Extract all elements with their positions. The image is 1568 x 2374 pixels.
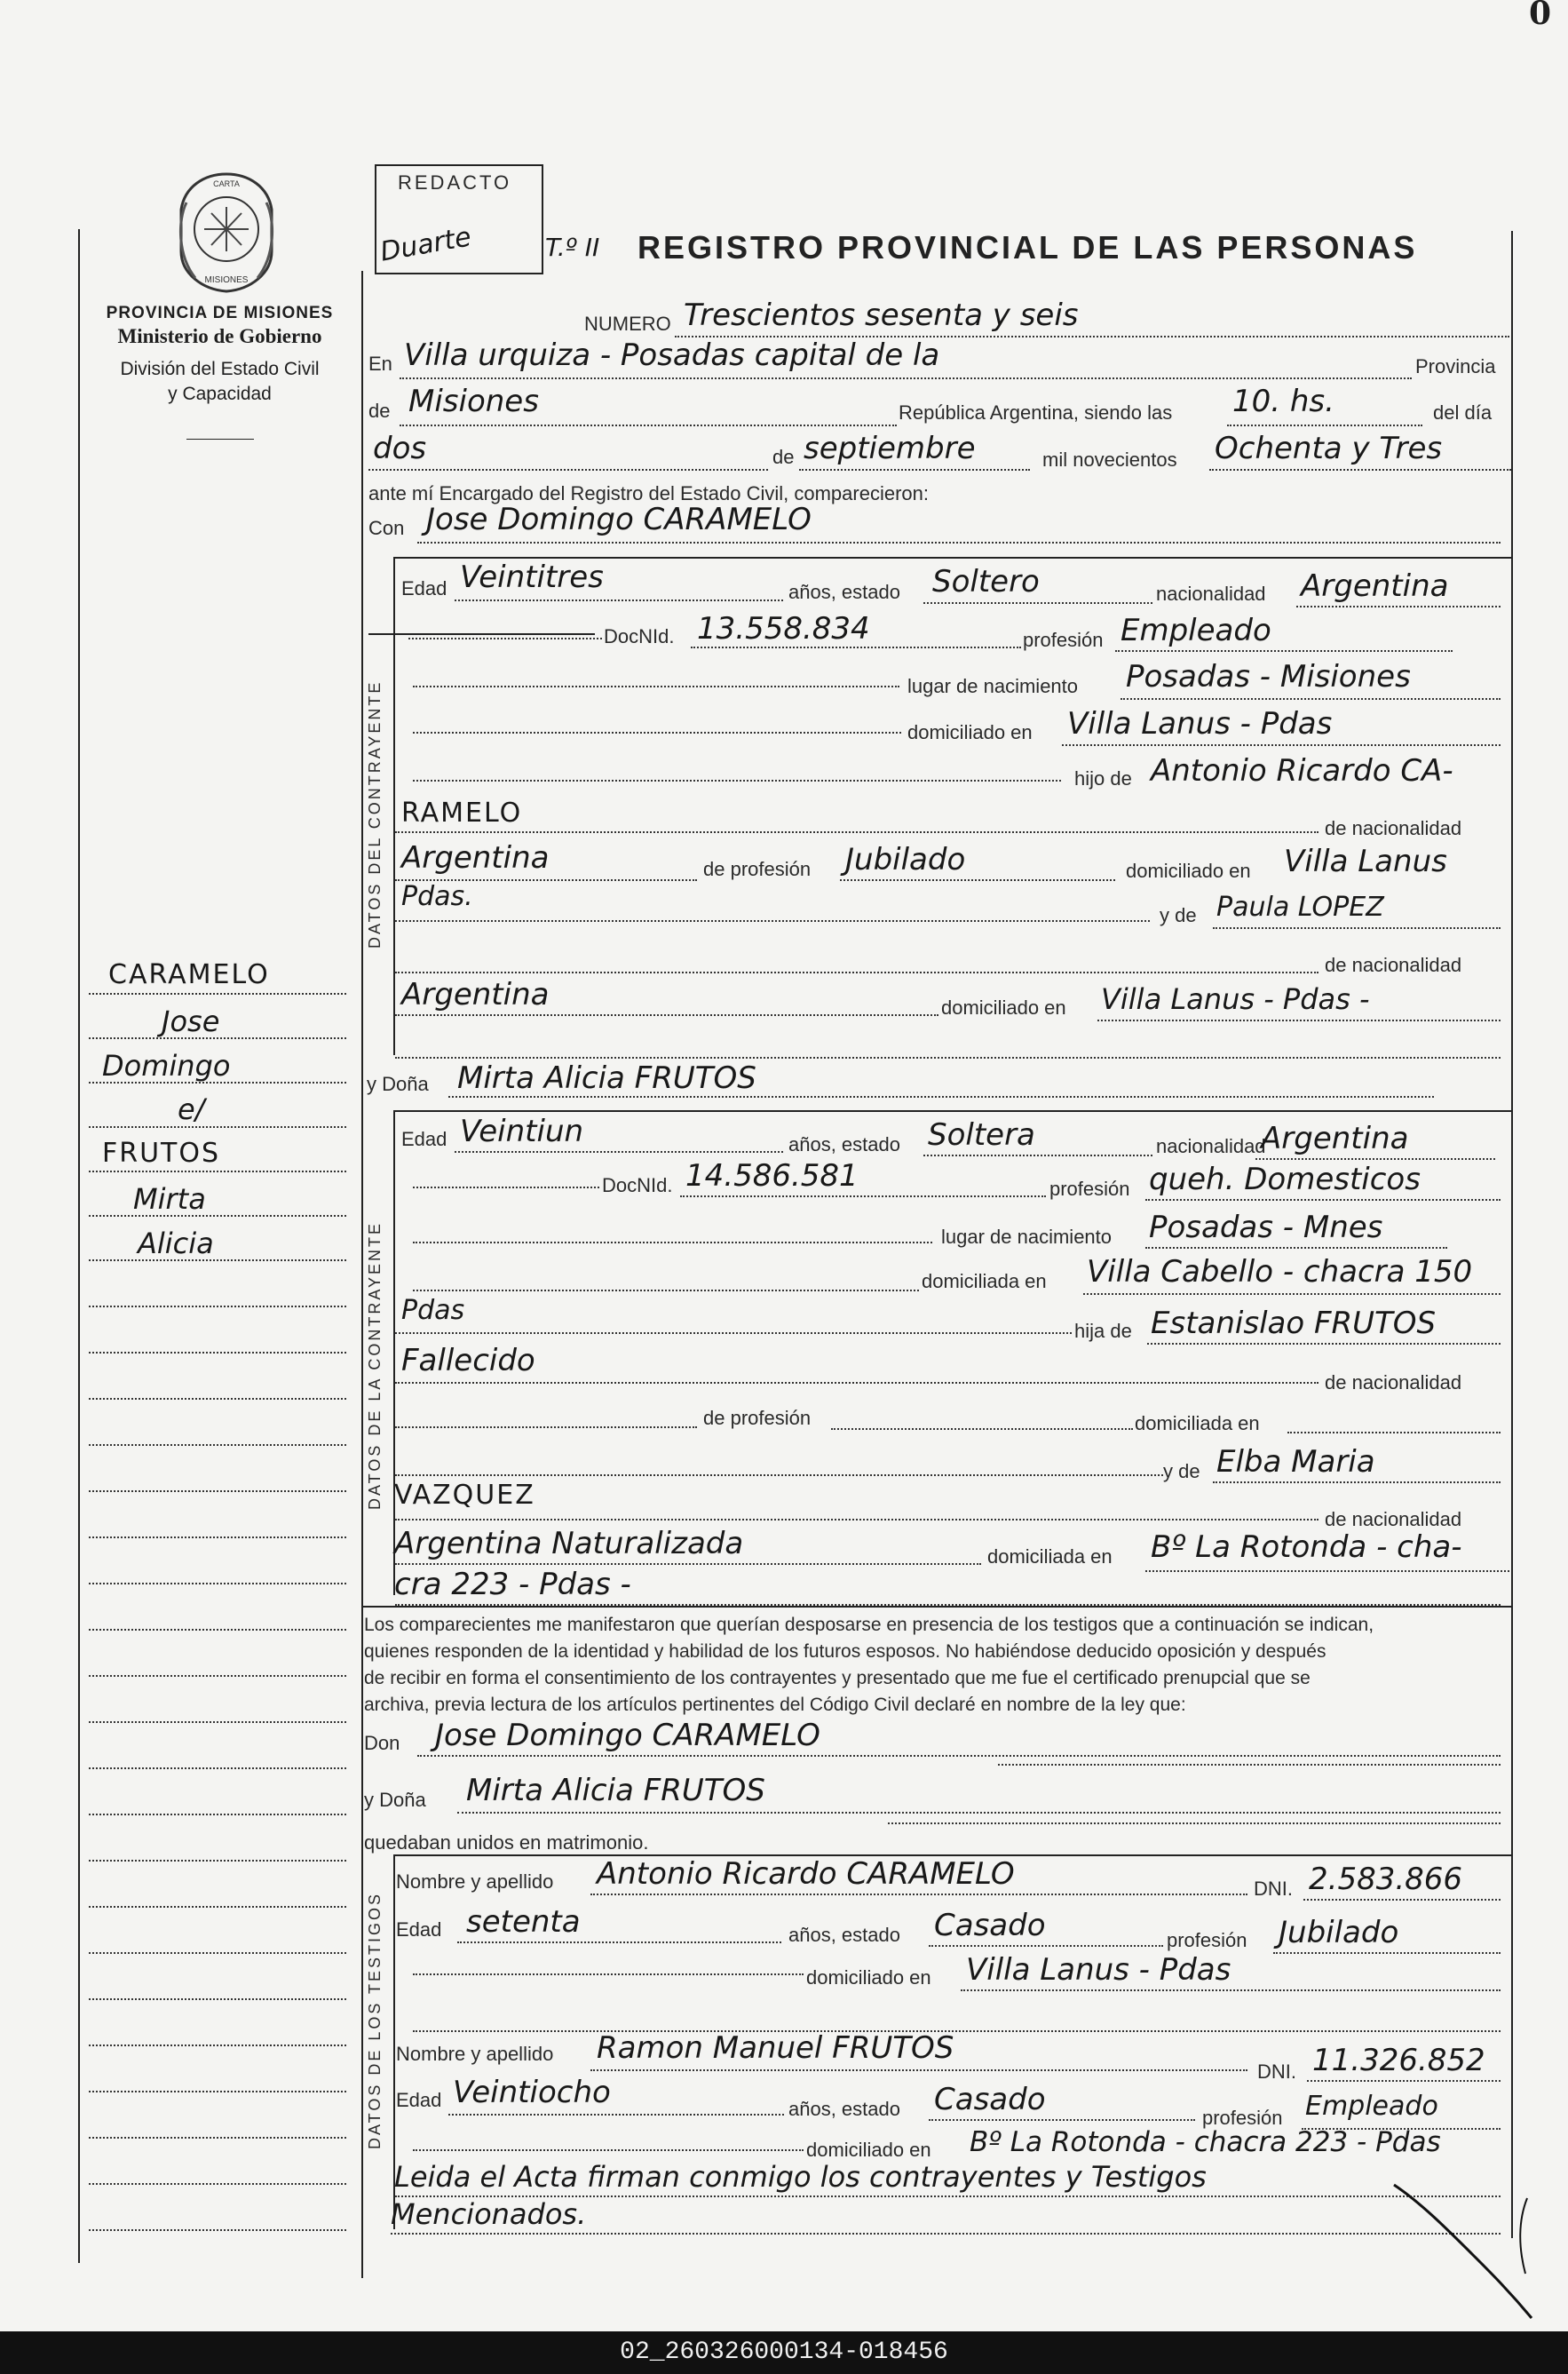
de-label: de: [368, 400, 391, 422]
act-number: Trescientos sesenta y seis: [684, 298, 1079, 333]
witness1-edad-label: Edad: [396, 1918, 442, 1941]
bride-mother-dom-label: domiciliada en: [987, 1545, 1113, 1568]
groom-mother-nac-label: de nacionalidad: [1325, 954, 1462, 976]
groom-birthplace: Posadas - Misiones: [1126, 659, 1411, 695]
seal-text-top: CARTA: [213, 179, 240, 188]
witness1-dni: 2.583.866: [1309, 1862, 1463, 1897]
groom-blank: [368, 633, 595, 635]
groom-edad-label: Edad: [401, 577, 447, 599]
margin-note-line: Alicia: [138, 1227, 214, 1260]
bride-nationality: Argentina: [1261, 1121, 1409, 1156]
division-label: División del Estado Civil: [120, 359, 320, 379]
witness2-anos-label: años, estado: [788, 2098, 900, 2120]
bride-anos-label: años, estado: [788, 1133, 900, 1155]
groom-father-address-2: Pdas.: [401, 881, 473, 912]
groom-mother-name: Paula LOPEZ: [1216, 892, 1384, 923]
groom-father-nationality: Argentina: [401, 840, 550, 876]
province-label: PROVINCIA DE MISIONES: [106, 304, 334, 322]
left-frame: [78, 229, 80, 2263]
bride-y-de-label: y de: [1163, 1460, 1200, 1482]
bride-father-status: Fallecido: [401, 1343, 535, 1378]
groom-father-name-1: Antonio Ricardo CA-: [1151, 753, 1453, 789]
witness2-edad-label: Edad: [396, 2089, 442, 2111]
groom-father-prof-label: de profesión: [703, 858, 812, 880]
margin-note-line: Mirta: [133, 1182, 206, 1216]
bride-profesion-label: profesión: [1049, 1178, 1130, 1200]
margin-note-line: Domingo: [102, 1049, 231, 1083]
witness2-civil-status: Casado: [934, 2082, 1046, 2117]
bride-doc: 14.586.581: [685, 1158, 859, 1194]
groom-name: Jose Domingo CARAMELO: [426, 502, 812, 537]
ministry-label: Ministerio de Gobierno: [117, 325, 322, 347]
witness1-civil-status: Casado: [934, 1908, 1046, 1943]
registry-title: REGISTRO PROVINCIAL DE LAS PERSONAS: [637, 229, 1418, 266]
declaration-groom: Jose Domingo CARAMELO: [435, 1718, 820, 1753]
declaration-line-2: quienes responden de la identidad y habilidad de los futuros esposos. No habiéndose deducido oposición y después: [364, 1641, 1326, 1662]
capacity-label: y Capacidad: [168, 384, 272, 404]
witness2-age: Veintiocho: [453, 2075, 611, 2110]
groom-father-dom-label: domiciliado en: [1126, 860, 1251, 882]
bride-birthplace: Posadas - Mnes: [1149, 1210, 1383, 1245]
margin-note-line: CARAMELO: [108, 959, 270, 990]
redacto-label: REDACTO: [398, 171, 512, 194]
ante-text: ante mí Encargado del Registro del Estado Civil, comparecieron:: [368, 482, 929, 504]
bride-hija-label: hija de: [1074, 1320, 1132, 1342]
bride-mother-nac-label: de nacionalidad: [1325, 1508, 1462, 1530]
signature-mark: [1385, 2167, 1545, 2327]
content-frame-left: [361, 271, 363, 2278]
witness1-name: Antonio Ricardo CARAMELO: [597, 1856, 1015, 1892]
groom-anos-label: años, estado: [788, 581, 900, 603]
declaration-don-label: Don: [364, 1732, 400, 1754]
act-year: Ochenta y Tres: [1215, 431, 1443, 466]
margin-note-line: e/: [178, 1092, 205, 1126]
groom-father-address-1: Villa Lanus: [1284, 844, 1447, 879]
groom-father-name-2: RAMELO: [401, 798, 523, 829]
bride-father-dom-label: domiciliada en: [1135, 1412, 1260, 1434]
margin-note-line: FRUTOS: [102, 1138, 221, 1169]
groom-civil-status: Soltero: [932, 564, 1040, 599]
witness1-dni-label: DNI.: [1254, 1878, 1293, 1900]
bride-mother-address-2: cra 223 - Pdas -: [394, 1567, 631, 1602]
witness2-dni-label: DNI.: [1257, 2060, 1296, 2083]
witness2-dom-label: domiciliado en: [806, 2139, 931, 2161]
closing-line-1: Leida el Acta firman conmigo los contrayentes y Testigos: [394, 2160, 1207, 2194]
groom-nationality: Argentina: [1301, 568, 1449, 604]
numero-label: NUMERO: [584, 313, 671, 335]
groom-mother-dom-label: domiciliado en: [941, 996, 1066, 1019]
groom-mother-nationality: Argentina: [401, 977, 550, 1012]
witness2-nombre-label: Nombre y apellido: [396, 2043, 554, 2065]
witness1-nombre-label: Nombre y apellido: [396, 1870, 554, 1893]
groom-lugar-nac-label: lugar de nacimiento: [907, 675, 1079, 697]
en-label: En: [368, 353, 392, 375]
groom-profession: Empleado: [1121, 613, 1271, 648]
tomo-number: T.º II: [545, 233, 600, 262]
declaration-top: [361, 1606, 1511, 1608]
republica-label: República Argentina, siendo las: [899, 401, 1173, 424]
bride-block-border: [393, 1110, 395, 1595]
groom-address: Villa Lanus - Pdas: [1067, 706, 1333, 742]
mil-label: mil novecientos: [1042, 449, 1177, 471]
bride-section-label: DATOS DE LA CONTRAYENTE: [366, 1220, 384, 1510]
bride-name: Mirta Alicia FRUTOS: [457, 1060, 756, 1096]
bride-address-2: Pdas: [401, 1295, 465, 1326]
bride-edad-label: Edad: [401, 1128, 447, 1150]
bride-father-name: Estanislao FRUTOS: [1151, 1306, 1437, 1341]
bride-nacionalidad-label: nacionalidad: [1156, 1135, 1266, 1157]
seal-icon: [169, 167, 284, 296]
witness2-name: Ramon Manuel FRUTOS: [597, 2030, 954, 2066]
bride-father-prof-label: de profesión: [703, 1407, 812, 1429]
act-month: septiembre: [804, 431, 976, 466]
witness1-profession: Jubilado: [1279, 1915, 1399, 1950]
declaration-line-4: archiva, previa lectura de los artículos pertinentes del Código Civil declaré en nombre de la ley que:: [364, 1695, 1186, 1715]
y-dona-label: y Doña: [367, 1073, 429, 1095]
coat-of-arms-seal: [169, 167, 284, 296]
witness2-profession: Empleado: [1305, 2091, 1438, 2122]
bride-mother-address-1: Bº La Rotonda - cha-: [1151, 1529, 1462, 1565]
groom-block-top: [393, 557, 1511, 559]
bride-domicilio-label: domiciliada en: [922, 1270, 1047, 1292]
bride-profession: queh. Domesticos: [1149, 1162, 1421, 1197]
witness2-dni: 11.326.852: [1312, 2043, 1485, 2078]
groom-profesion-label: profesión: [1023, 629, 1104, 651]
witness1-address: Villa Lanus - Pdas: [966, 1952, 1231, 1988]
witness-section-label: DATOS DE LOS TESTIGOS: [366, 1891, 384, 2149]
declaration-line-1: Los comparecientes me manifestaron que querían desposarse en presencia de los testigos que a continuación se indican,: [364, 1615, 1374, 1635]
witness2-address: Bº La Rotonda - chacra 223 - Pdas: [970, 2126, 1441, 2158]
del-dia-label: del día: [1433, 401, 1493, 424]
con-label: Con: [368, 517, 405, 539]
groom-father-profession: Jubilado: [845, 842, 966, 877]
act-day: dos: [373, 431, 427, 466]
right-frame: [1511, 231, 1513, 2238]
bride-doc-label: DocNId.: [602, 1174, 673, 1196]
bride-lugar-nac-label: lugar de nacimiento: [941, 1226, 1113, 1248]
closing-line-2: Mencionados.: [391, 2197, 587, 2231]
margin-note-line: Jose: [162, 1004, 220, 1038]
groom-y-de-label: y de: [1160, 904, 1197, 926]
act-province: Misiones: [408, 384, 539, 419]
groom-nacionalidad-label: nacionalidad: [1156, 583, 1266, 605]
witness1-prof-label: profesión: [1167, 1929, 1247, 1951]
groom-domicilio-label: domiciliado en: [907, 721, 1033, 743]
groom-hijo-label: hijo de: [1074, 767, 1132, 790]
redacto-name: Duarte: [377, 221, 474, 268]
groom-father-nac-label: de nacionalidad: [1325, 817, 1462, 839]
bride-father-nac-label: de nacionalidad: [1325, 1371, 1462, 1393]
bride-mother-name-1: Elba Maria: [1216, 1444, 1375, 1480]
bride-block-top: [393, 1110, 1511, 1112]
bride-mother-name-2: VAZQUEZ: [394, 1480, 535, 1511]
groom-block-border: [393, 558, 395, 1055]
declaration-line-3: de recibir en forma el consentimiento de los contrayentes y presentado que me fue el certificado prenupcial que se: [364, 1668, 1311, 1688]
provincia-label: Provincia: [1415, 355, 1496, 377]
declaration-dona-label: y Doña: [364, 1789, 426, 1811]
act-place: Villa urquiza - Posadas capital de la: [404, 337, 940, 373]
document-code: 02_260326000134-018456: [0, 2331, 1568, 2374]
groom-mother-address: Villa Lanus - Pdas -: [1101, 982, 1370, 1016]
bride-mother-nationality: Argentina Naturalizada: [394, 1526, 744, 1561]
de-mes-label: de: [772, 446, 795, 468]
corner-mark: 0: [1529, 0, 1552, 32]
groom-age: Veintitres: [460, 560, 604, 595]
act-hour: 10. hs.: [1232, 384, 1334, 419]
declaration-quedaban: quedaban unidos en matrimonio.: [364, 1831, 649, 1854]
bride-age: Veintiun: [460, 1114, 584, 1149]
witness2-prof-label: profesión: [1202, 2107, 1283, 2129]
witness1-anos-label: años, estado: [788, 1924, 900, 1946]
seal-text-bottom: MISIONES: [204, 275, 249, 285]
witness1-dom-label: domiciliado en: [806, 1966, 931, 1989]
groom-section-label: DATOS DEL CONTRAYENTE: [366, 679, 384, 949]
witness1-age: setenta: [466, 1904, 581, 1940]
bride-civil-status: Soltera: [928, 1117, 1035, 1153]
header-divider: [186, 439, 254, 440]
groom-doc-label: DocNId.: [604, 625, 675, 647]
groom-doc: 13.558.834: [697, 611, 870, 647]
declaration-bride: Mirta Alicia FRUTOS: [466, 1773, 765, 1808]
bride-address-1: Villa Cabello - chacra 150: [1087, 1254, 1473, 1290]
